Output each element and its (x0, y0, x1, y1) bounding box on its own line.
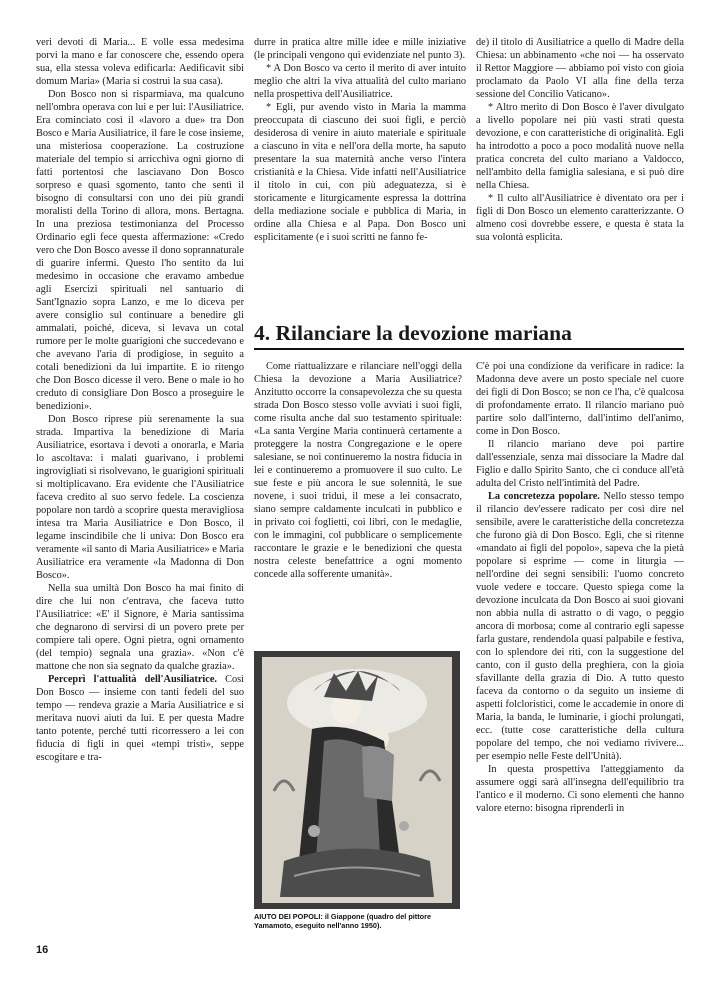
column-5 (476, 360, 684, 940)
paragraph: * Egli, pur avendo visto in Maria la mamma preoccupata di ciascuno dei suoi figli, e perciò desiderosa di venire in aiuto materiale e spirituale a ciascuno in vita e nell'ora della morte, ha saputo presentare la sua maternità anche verso l'intera cristianità e la Chiesa. Vide infatti nell'Ausiliatrice il titolo in cui, con più adeguatezza, si è storicamente e liturgicamente espressa la dottrina della mediazione sociale e pubblica di Maria, in ordine alla Chiesa e al Papa. Don Bosco unì esplicitamente (e i suoi scritti ne fanno fe- (254, 102, 466, 243)
page-number: 16 (36, 944, 49, 956)
paragraph: * A Don Bosco va certo il merito di aver intuito meglio che altri la viva attualità del culto mariano nella prospettiva dell'Ausiliatrice. (254, 63, 466, 100)
section-heading: 4. Rilanciare la devozione mariana (254, 320, 684, 350)
paragraph: Nella sua umiltà Don Bosco ha mai finito di dire che lui non c'entrava, che faceva tutto l'Ausiliatrice: «E' il Signore, è Maria santissima che degnarono di servirsi di un povero prete per compiere tali opere. Ogni pietra, ogni ornamento (del tempio) segnala una grazia». «Non c'è mattone che non sia segnato da qualche grazia». (36, 583, 244, 672)
subheading: La concretezza popolare. (488, 491, 600, 502)
column-1 (36, 36, 244, 936)
column-3 (476, 36, 684, 308)
column-4 (254, 360, 462, 642)
paragraph: In questa prospettiva l'atteggiamento da assumere oggi sarà all'insegna dell'equilibrio tra l'antico e il moderno. Ci sono elementi che hanno valore eterno: bisogna riprenderli in (476, 764, 684, 814)
column-2 (254, 36, 466, 308)
madonna-painting-image (254, 651, 460, 909)
subheading: Perceprì l'attualità dell'Ausiliatrice. (48, 674, 217, 685)
paragraph: veri devoti di Maria... E volle essa medesima porvi la mano e far conoscere che, essendo opera sua, ella stessa voleva edificarla: Aedificavit sibi domum Maria» (Maria si costruì la sua casa). (36, 37, 244, 87)
paragraph (476, 490, 684, 763)
paragraph (36, 673, 244, 764)
paragraph: Don Bosco non si risparmiava, ma qualcuno nell'ombra operava con lui e per lui: l'Ausiliatrice. Era cominciato così il «lavoro a due» tra Don Bosco e Maria Ausiliatrice, il fare le cose insieme, una misteriosa cooperazione. La costruzione materiale del tempio si arricchiva ogni giorno di fatti portentosi che lasciavano Don Bosco sorpreso e quasi sgomento, tanto che sentì il bisogno di consultarsi con uno dei più grandi moralisti della Torino di allora, mons. Bertagna. In una preziosa testimonianza del Processo Ordinario egli fece questa affermazione: «Credo vero che Don Bosco avesse il dono soprannaturale di guarire infermi. Questo l'ho sentito da lui medesimo in occasione che eravamo ambedue agli Esercizi spirituali nel santuario di Sant'Ignazio sopra Lanzo, e me lo diceva per avere consiglio sul continuare a benedire gli ammalati, poiché, diceva, si levava un cotal rumore per le molte guarigioni che succedevano e che avevano l'aria di prodigiose, in seguito a cotali benedizioni da lui impartite. E io ritengo che Don Bosco dicesse il vero. Bene o male io ho creduto di consigliare Don Bosco a proseguire le benedizioni». (36, 89, 244, 412)
paragraph: * Altro merito di Don Bosco è l'aver divulgato a livello popolare nei più vasti strati questa devozione, e con caratteristiche di originalità. Egli ha introdotto a poco a poco modalità nuove nella pratica concreta del culto mariano a Valdocco, nell'ambito della famiglia salesiana, e si può dire nella Chiesa. (476, 102, 684, 191)
paragraph: C'è poi una condizione da verificare in radice: la Madonna deve avere un posto speciale nel cuore dei figli di Don Bosco; se non ce l'ha, c'è qualcosa di profondamente errato. Il rilancio mariano può partire solo dall'interno, dall'intimo dell'animo, come in Don Bosco. (476, 361, 684, 437)
paragraph: durre in pratica altre mille idee e mille iniziative (le principali vengono qui evidenziate nel punto 3). (254, 37, 466, 61)
image-caption: AIUTO DEI POPOLI: il Giappone (quadro del pittore Yamamoto, eseguito nell'anno 1950). (254, 912, 432, 930)
painting-illustration (254, 651, 460, 909)
paragraph: Don Bosco riprese più serenamente la sua strada. Impartiva la benedizione di Maria Ausiliatrice, esortava i devoti a onorarla, e Maria lo ascoltava: i malati guarivano, i problemi ingrovigliati si risolvevano, le guarigioni spirituali si moltiplicavano. Era evidente che l'Ausiliatrice faceva credito al suo servo fedele. La coscienza popolare non tardò a scoprire questa meravigliosa intesa tra Maria Ausiliatrice e Don Bosco, il legame inscindibile che li univa: Don Bosco era veramente «il santo di Maria Ausiliatrice» e Maria Ausiliatrice era veramente «la Madonna di Don Bosco». (36, 414, 244, 581)
paragraph: Come riattualizzare e rilanciare nell'oggi della Chiesa la devozione a Maria Ausiliatrice? Anzitutto occorre la consapevolezza che su questa strada Don Bosco stesso volle avviati i suoi figli, come risulta anche dal suo testamento spirituale: «La santa Vergine Maria continuerà certamente a proteggere la nostra Congregazione e le opere salesiane, se noi continueremo la nostra fiducia in lei e continueremo a promuovere il suo culto. Le sue feste e più ancora le sue solennità, le sue novene, i suoi tridui, il mese a lei consacrato, siano sempre caldamente inculcati in pubblico e in privato coi foglietti, coi libri, con le medaglie, con le immagini, col pubblicare o semplicemente raccontare le grazie e le benedizioni che questa nostra celeste benefattrice a ogni momento concede alla sofferente umanità». (254, 361, 462, 580)
paragraph-text: Così Don Bosco — insieme con tanti fedeli del suo tempo — rendeva grazie a Maria Ausiliatrice e si meritava nuovi aiuti da lui. E per questa Madre tanto potente, perché tutti ricorressero a lei con fiducia di figli in quei «tempi tristi», seppe escogitare e tra- (36, 674, 244, 763)
paragraph: de) il titolo di Ausiliatrice a quello di Madre della Chiesa: un abbinamento «che noi — ha osservato il Rettor Maggiore — abbiamo poi visto con gioia proclamato da Paolo VI alla fine della terza sessione del Concilio Vaticano». (476, 37, 684, 100)
paragraph: * Il culto all'Ausiliatrice è diventato ora per i figli di Don Bosco un elemento caratterizzante. O almeno così dovrebbe essere, e questa è stata la sua volontà esplicita. (476, 193, 684, 243)
paragraph-text: Nello stesso tempo il rilancio dev'essere radicato per così dire nel sensibile, avere le caratteristiche della concretezza che furono già di Don Bosco. Egli, che si ritenne «mandato ai figli del popolo», sapeva che la pietà popolare si esprime — come in liturgia — nell'ordine dei segni sensibili: l'uomo concreto vuole vedere e toccare. Questo spiega come la devozione inculcata da Don Bosco ai suoi giovani non abbia nulla di astratto o di vago, o peggio ancora di morbosa; come al contrario egli sapesse farla gustare, rendendola quasi palpabile e festiva, con lo splendore dei riti, con la suggestione del canto, con il gusto della preghiera, con la gioia sfavillante della grazia di Dio. A tutto questo faceva da contorno o da seguito un insieme di aspetti folcloristici, come le accademie in onore di Maria, la banda, le luminarie, i giochi prolungati, ecc. (tutte cose caratteristiche della cultura popolare del tempo, che noi vediamo rivivere... per esempio nelle Feste dell'Unità). (476, 491, 684, 762)
paragraph: Il rilancio mariano deve poi partire dall'essenziale, senza mai dissociare la Madre dal Figlio e dallo Spirito Santo, che ci conduce all'età adulta del Cristo nell'intimità del Padre. (476, 439, 684, 489)
